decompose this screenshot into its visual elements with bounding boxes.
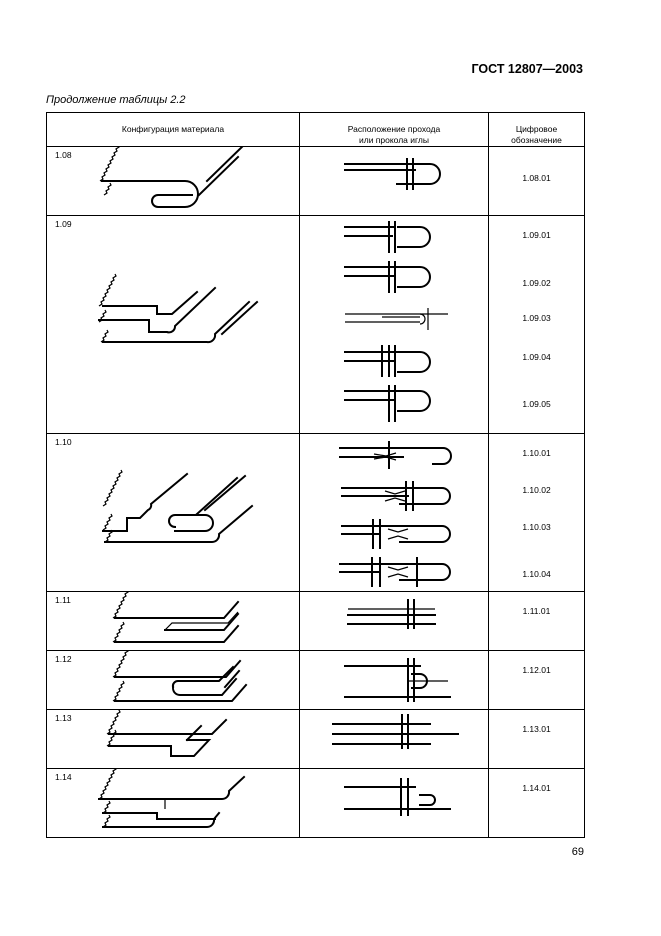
digital-code: 1.10.02 — [522, 485, 551, 495]
digital-code: 1.09.01 — [522, 230, 551, 240]
needle-position-cell — [300, 710, 489, 769]
digital-code: 1.10.03 — [522, 522, 551, 532]
digital-code-cell — [489, 651, 585, 710]
header-digital-code-label: Цифровое обозначение — [511, 124, 562, 145]
needle-position-cell — [300, 651, 489, 710]
material-configuration-diagram — [47, 147, 300, 216]
material-configuration-cell — [47, 651, 300, 710]
row-number: 1.08 — [55, 150, 72, 160]
table-caption: Продолжение таблицы 2.2 — [46, 94, 186, 106]
row-number: 1.14 — [55, 772, 72, 782]
digital-code: 1.10.01 — [522, 448, 551, 458]
row-number: 1.11 — [55, 595, 71, 605]
row-number: 1.13 — [55, 713, 72, 723]
digital-code: 1.09.04 — [522, 352, 551, 362]
digital-code: 1.09.02 — [522, 278, 551, 288]
needle-position-diagram — [300, 592, 489, 651]
header-configuration-label: Конфигурация материала — [121, 124, 225, 134]
table-row — [47, 592, 585, 651]
header-needle-position-label: Расположение прохода или прокола иглы — [347, 124, 441, 145]
material-configuration-cell — [47, 147, 300, 216]
header-configuration — [47, 113, 300, 147]
digital-code: 1.10.04 — [522, 569, 551, 579]
material-configuration-cell — [47, 216, 300, 434]
needle-position-diagram — [300, 710, 489, 769]
table-row — [47, 769, 585, 838]
digital-code-cell — [489, 216, 585, 434]
row-number: 1.12 — [55, 654, 72, 664]
material-configuration-diagram — [47, 216, 300, 434]
digital-code-cell — [489, 710, 585, 769]
material-configuration-cell — [47, 710, 300, 769]
table-row — [47, 651, 585, 710]
material-configuration-diagram — [47, 651, 300, 710]
needle-position-cell — [300, 592, 489, 651]
material-configuration-cell — [47, 592, 300, 651]
digital-code: 1.14.01 — [522, 783, 551, 793]
table-row — [47, 147, 585, 216]
material-configuration-diagram — [47, 592, 300, 651]
digital-code-cell — [489, 769, 585, 838]
digital-code: 1.13.01 — [522, 724, 551, 734]
material-configuration-diagram — [47, 434, 300, 592]
table-row — [47, 434, 585, 592]
material-configuration-cell — [47, 434, 300, 592]
needle-position-cell — [300, 147, 489, 216]
page-number: 69 — [571, 846, 584, 858]
standard-number: ГОСТ 12807—2003 — [471, 62, 583, 76]
digital-code: 1.09.03 — [522, 313, 551, 323]
digital-code: 1.11.01 — [522, 606, 551, 616]
digital-code: 1.08.01 — [522, 173, 551, 183]
table-header-row — [47, 113, 585, 147]
needle-position-cell — [300, 434, 489, 592]
digital-code: 1.12.01 — [522, 665, 551, 675]
row-number: 1.10 — [55, 437, 72, 447]
needle-position-cell — [300, 769, 489, 838]
material-configuration-diagram — [47, 710, 300, 769]
header-needle-position — [300, 113, 489, 147]
needle-position-diagram — [300, 434, 489, 592]
needle-position-diagram — [300, 147, 489, 216]
needle-position-diagram — [300, 651, 489, 710]
digital-code-cell — [489, 147, 585, 216]
digital-code: 1.09.05 — [522, 399, 551, 409]
needle-position-cell — [300, 216, 489, 434]
row-number: 1.09 — [55, 219, 72, 229]
material-configuration-cell — [47, 769, 300, 838]
table-row — [47, 216, 585, 434]
digital-code-cell — [489, 434, 585, 592]
needle-position-diagram — [300, 769, 489, 838]
configuration-table — [46, 112, 585, 838]
header-digital-code — [489, 113, 585, 147]
digital-code-cell — [489, 592, 585, 651]
needle-position-diagram — [300, 216, 489, 434]
table-row — [47, 710, 585, 769]
material-configuration-diagram — [47, 769, 300, 838]
